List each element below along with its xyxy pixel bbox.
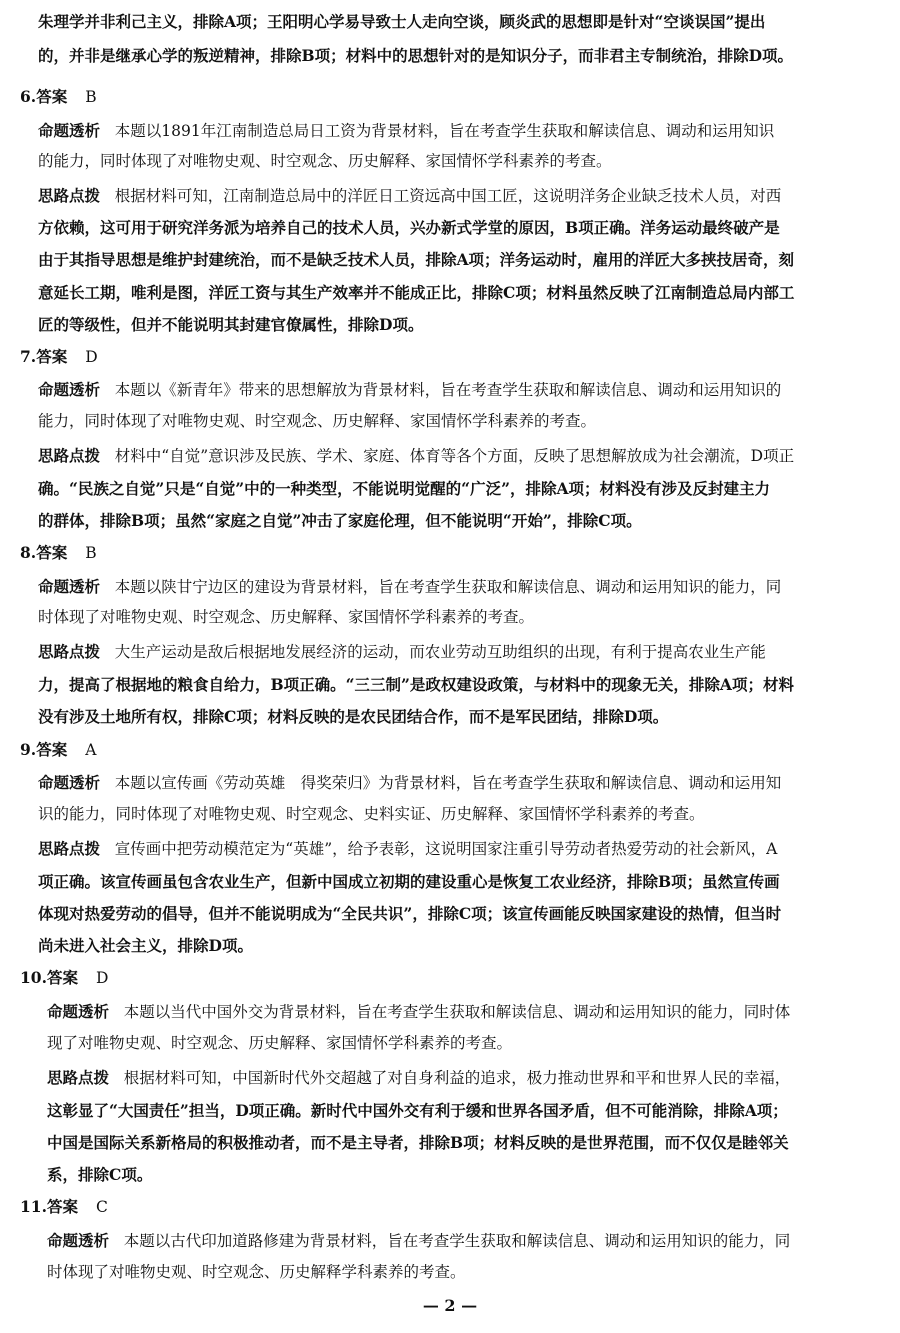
analysis-line: [38, 773, 781, 793]
analysis-text: 本题以宣传画《劳动英雄 得奖荣归》为背景材料，旨在考查学生获取和解读信息、调动和运用知: [114, 774, 782, 792]
hint-line: 意延长工期，唯利是图，洋匠工资与其生产效率并不能成正比，排除C项；材料虽然反映了江南制造总局内部工: [38, 283, 795, 302]
hint-line: [47, 1068, 790, 1088]
analysis-line: 识的能力，同时体现了对唯物史观、时空观念、史料实证、历史解释、家国情怀学科素养的考查。: [38, 805, 705, 823]
question-header-7: [20, 347, 98, 367]
analysis-line: [38, 577, 781, 597]
question-number: 11.: [20, 1197, 47, 1216]
hint-line: 匠的等级性，但并不能说明其封建官僚属性，排除D项。: [38, 315, 424, 334]
hint-line: [38, 186, 781, 206]
answer-label: 答案: [46, 1197, 78, 1216]
question-header-8: [20, 543, 97, 563]
answer-label: 答案: [46, 968, 78, 987]
answer-letter: C: [95, 1198, 108, 1216]
answer-letter: A: [85, 741, 97, 759]
hint-line: 这彰显了“大国责任”担当，D项正确。新时代中国外交有利于缓和世界各国矛盾，但不可能消除，排除A项；: [47, 1101, 788, 1120]
analysis-text: 本题以《新青年》带来的思想解放为背景材料，旨在考查学生获取和解读信息、调动和运用知识的: [114, 381, 782, 399]
hint-line: 项正确。该宣传画虽包含农业生产，但新中国成立初期的建设重心是恢复工农业经济，排除B项；虽然宣传画: [38, 872, 780, 891]
analysis-line: 的能力，同时体现了对唯物史观、时空观念、历史解释、家国情怀学科素养的考查。: [38, 152, 612, 170]
hint-line: 力，提高了根据地的粮食自给力，B项正确。“三三制”是政权建设政策，与材料中的现象无关，排除A项；材料: [38, 675, 794, 694]
analysis-label: 命题透析: [38, 380, 101, 399]
analysis-line: [47, 1002, 790, 1022]
question-header-6: [20, 87, 97, 107]
answer-letter: B: [85, 88, 97, 106]
hint-text: 根据材料可知，中国新时代外交超越了对自身利益的追求，极力推动世界和平和世界人民的幸福，: [123, 1069, 791, 1087]
hint-line: 没有涉及土地所有权，排除C项；材料反映的是农民团结合作，而不是军民团结，排除D项。: [38, 707, 669, 726]
question-number: 7.: [20, 347, 37, 366]
question-header-11: [20, 1197, 108, 1217]
hint-line: 中国是国际关系新格局的积极推动者，而不是主导者，排除B项；材料反映的是世界范围，而不仅仅是睦邻关: [47, 1133, 789, 1152]
hint-line: 系，排除C项。: [47, 1165, 153, 1184]
analysis-line: [47, 1231, 790, 1251]
question-number: 9.: [20, 740, 37, 759]
hint-label: 思路点拨: [38, 186, 101, 205]
question-header-10: [20, 968, 108, 988]
analysis-line: [38, 121, 774, 141]
answer-label: 答案: [36, 87, 68, 106]
analysis-line: 时体现了对唯物史观、时空观念、历史解释学科素养的考查。: [47, 1263, 466, 1281]
analysis-line: [38, 380, 781, 400]
hint-text: 宣传画中把劳动模范定为“英雄”，给予表彰，这说明国家注重引导劳动者热爱劳动的社会新风，A: [114, 840, 778, 858]
hint-text: 材料中“自觉”意识涉及民族、学术、家庭、体育等各个方面，反映了思想解放成为社会潮流，D项正: [114, 447, 795, 465]
answer-label: 答案: [36, 347, 68, 366]
hint-line: [38, 642, 766, 662]
hint-line: [38, 839, 777, 859]
analysis-label: 命题透析: [38, 773, 101, 792]
analysis-line: 能力，同时体现了对唯物史观、时空观念、历史解释、家国情怀学科素养的考查。: [38, 412, 597, 430]
answer-letter: B: [85, 544, 97, 562]
hint-label: 思路点拨: [38, 839, 101, 858]
intro-line: 朱理学并非利己主义，排除A项；王阳明心学易导致士人走向空谈，顾炎武的思想即是针对“空谈误国”提出: [38, 12, 766, 31]
analysis-label: 命题透析: [38, 577, 101, 596]
answer-label: 答案: [36, 740, 68, 759]
analysis-label: 命题透析: [47, 1002, 110, 1021]
hint-line: 方依赖，这可用于研究洋务派为培养自己的技术人员，兴办新式学堂的原因，B项正确。洋务运动最终破产是: [38, 218, 780, 237]
hint-line: [38, 446, 794, 466]
hint-text: 大生产运动是敌后根据地发展经济的运动，而农业劳动互助组织的出现，有利于提高农业生产能: [114, 643, 766, 661]
hint-text: 根据材料可知，江南制造总局中的洋匠日工资远高中国工匠，这说明洋务企业缺乏技术人员，对西: [114, 187, 782, 205]
answer-label: 答案: [36, 543, 68, 562]
question-number: 6.: [20, 87, 37, 106]
intro-line: 的，并非是继承心学的叛逆精神，排除B项；材料中的思想针对的是知识分子，而非君主专制统治，排除D项。: [38, 46, 794, 65]
analysis-line: 时体现了对唯物史观、时空观念、历史解释、家国情怀学科素养的考查。: [38, 608, 535, 626]
hint-label: 思路点拨: [38, 446, 101, 465]
page-number: — 2 —: [422, 1296, 478, 1315]
question-number: 10.: [20, 968, 47, 987]
hint-label: 思路点拨: [38, 642, 101, 661]
analysis-text: 本题以1891年江南制造总局日工资为背景材料，旨在考查学生获取和解读信息、调动和运用知识: [114, 122, 775, 140]
question-number: 8.: [20, 543, 37, 562]
analysis-label: 命题透析: [38, 121, 101, 140]
analysis-text: 本题以陕甘宁边区的建设为背景材料，旨在考查学生获取和解读信息、调动和运用知识的能力，同: [114, 578, 782, 596]
analysis-label: 命题透析: [47, 1231, 110, 1250]
hint-label: 思路点拨: [47, 1068, 110, 1087]
analysis-text: 本题以当代中国外交为背景材料，旨在考查学生获取和解读信息、调动和运用知识的能力，同时体: [123, 1003, 791, 1021]
analysis-text: 本题以古代印加道路修建为背景材料，旨在考查学生获取和解读信息、调动和运用知识的能力，同: [123, 1232, 791, 1250]
answer-letter: D: [85, 348, 98, 366]
hint-line: 确。“民族之自觉”只是“自觉”中的一种类型，不能说明觉醒的“广泛”，排除A项；材料没有涉及反封建主力: [38, 479, 771, 498]
answer-letter: D: [95, 969, 109, 987]
hint-line: 由于其指导思想是维护封建统治，而不是缺乏技术人员，排除A项；洋务运动时，雇用的洋匠大多挟技居奇，刻: [38, 250, 795, 269]
hint-line: 尚未进入社会主义，排除D项。: [38, 936, 253, 955]
analysis-line: 现了对唯物史观、时空观念、历史解释、家国情怀学科素养的考查。: [47, 1034, 513, 1052]
hint-line: 的群体，排除B项；虽然“家庭之自觉”冲击了家庭伦理，但不能说明“开始”，排除C项。: [38, 511, 642, 530]
question-header-9: [20, 740, 96, 760]
hint-line: 体现对热爱劳动的倡导，但并不能说明成为“全民共识”，排除C项；该宣传画能反映国家建设的热情，但当时: [38, 904, 782, 923]
